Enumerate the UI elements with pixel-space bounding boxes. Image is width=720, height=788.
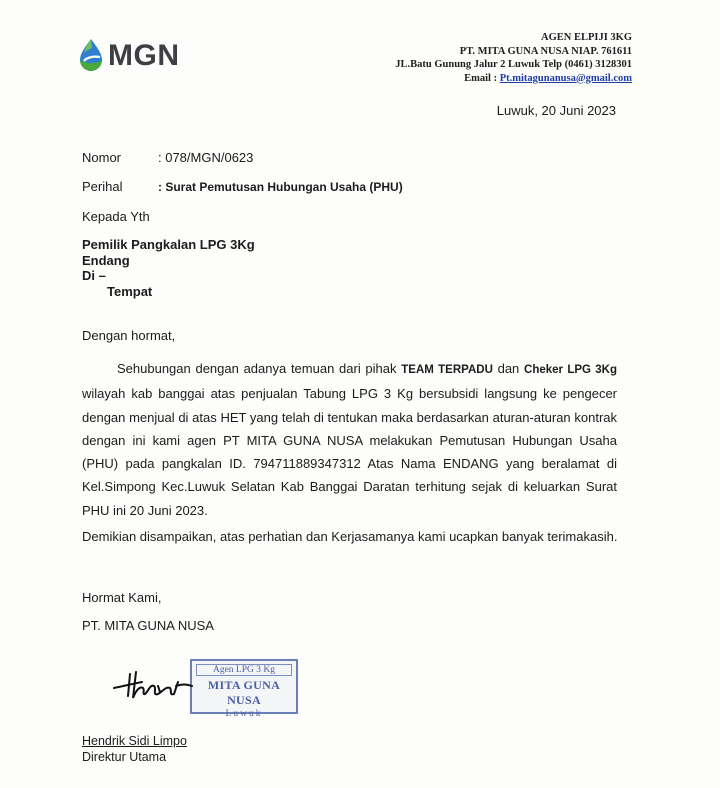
company-info [395, 31, 632, 85]
stamp-line: MITA GUNA NUSA [207, 678, 281, 707]
nomor-value: : 078/MGN/0623 [158, 150, 254, 165]
stamp-line: Agen LPG 3 Kg [196, 664, 292, 676]
closing-company: PT. MITA GUNA NUSA [82, 618, 214, 633]
body-paragraph [82, 357, 617, 522]
perihal-value: : Surat Pemutusan Hubungan Usaha (PHU) [158, 180, 403, 194]
body-text: wilayah kab banggai atas penjualan Tabung LPG 3 Kg bersubsidi langsung ke pengecer dengan menjual di atas HET yang telah di tentukan maka berdasarkan aturan-aturan kontrak dengan ini kami agen PT MITA GUNA NUSA melakukan Pemutusan Hubungan Usaha (PHU) pada pangkalan ID. 794711889347312 Atas Nama ENDANG yang beralamat di Kel.Simpong Kec.Luwuk Selatan Kab Banggai Daratan terhitung sejak di keluarkan Surat PHU ini 20 Juni 2023. [82, 386, 617, 518]
nomor-row [82, 150, 253, 165]
water-drop-icon [78, 38, 104, 74]
body-text: Sehubungan dengan adanya temuan dari pihak [117, 361, 402, 376]
recipient-block [82, 237, 255, 299]
body-text: dan [492, 361, 525, 376]
company-logo [78, 38, 180, 74]
company-line: JL.Batu Gunung Jalur 2 Luwuk Telp (0461) 3128301 [395, 59, 632, 70]
signer-title: Direktur Utama [82, 750, 167, 764]
stamp-line: Luwuk [225, 709, 263, 719]
team-terpadu-text: TEAM TERPADU [401, 364, 493, 376]
company-email [395, 72, 632, 86]
cheker-text: Cheker LPG 3Kg [524, 364, 618, 376]
signature-scribble [112, 664, 202, 704]
signer-block [82, 733, 187, 765]
recipient-line: Di – [82, 268, 106, 283]
nomor-label: Nomor [82, 150, 122, 165]
email-label: Email : [464, 72, 500, 84]
company-line: PT. MITA GUNA NUSA NIAP. 761611 [459, 45, 632, 57]
recipient-line: Pemilik Pangkalan LPG 3Kg [82, 237, 255, 252]
salutation: Dengan hormat, [82, 328, 176, 343]
kepada-line: Kepada Yth [82, 209, 150, 224]
recipient-line: Tempat [107, 283, 153, 299]
closing-paragraph: Demikian disampaikan, atas perhatian dan Kerjasamanya kami ucapkan banyak terimakasih. [82, 529, 618, 544]
perihal-row [82, 179, 403, 194]
hormat-kami: Hormat Kami, [82, 590, 162, 605]
company-line: AGEN ELPIJI 3KG [540, 32, 632, 43]
letter-date: Luwuk, 20 Juni 2023 [496, 103, 616, 118]
perihal-label: Perihal [82, 179, 123, 194]
company-stamp [190, 659, 298, 719]
email-link[interactable]: Pt.mitagunanusa@gmail.com [499, 72, 632, 84]
signer-name: Hendrik Sidi Limpo [82, 734, 187, 748]
recipient-line: Endang [82, 252, 130, 268]
logo-text: MGN [108, 39, 180, 72]
